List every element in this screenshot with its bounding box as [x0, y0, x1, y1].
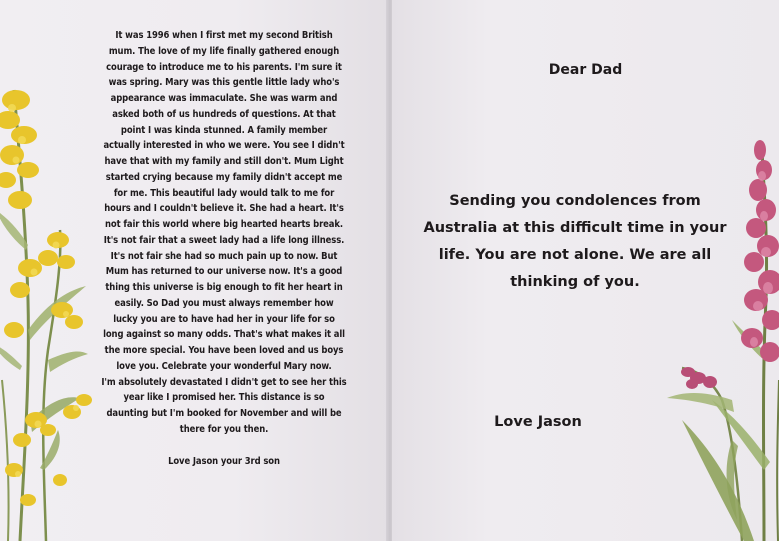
condolence-message: Sending you condolences from Australia at this difficult time in your life. You are not alone. We are all thinking of you. — [423, 193, 727, 290]
card-greeting: Dear Dad — [548, 62, 623, 78]
letter-text — [92, 28, 356, 469]
right-card-page — [392, 0, 779, 541]
letter-body: It was 1996 when I first met my second British mum. The love of my life finally gathered enough courage to introduce me to his parents. I'm sure it was spring. Mary was this gentle little lady who's appearance was immaculate. She was warm and asked both of us hundreds of questions. At that point I was kinda stunned. A family member actually interested in who we were. You see I didn't have that with my family and still don't. Mum Light started crying because my family didn't accept me for me. This beautiful lady would talk to me for hours and I couldn't believe it. She had a heart. It's not fair this world where big hearted hearts break. It's not fair that a sweet lady had a life long illness. It's not fair she had so much pain up to now. But Mum has returned to our universe now. It's a good thing this universe is big enough to fit her heart in easily. So Dad you must always remember how lucky you are to have had her in your life for so long against so many odds. That's what makes it all the more special. You have been loved and us boys love you. Celebrate your wonderful Mary now. I'm absolutely devastated I didn't get to see her this year like I promised her. This distance is so daunting but I'm booked for November and will be there for you then. — [101, 30, 347, 435]
letter-signature: Love Jason your 3rd son — [168, 455, 280, 467]
left-card-page — [0, 0, 388, 541]
card-closing: Love Jason — [494, 414, 582, 430]
